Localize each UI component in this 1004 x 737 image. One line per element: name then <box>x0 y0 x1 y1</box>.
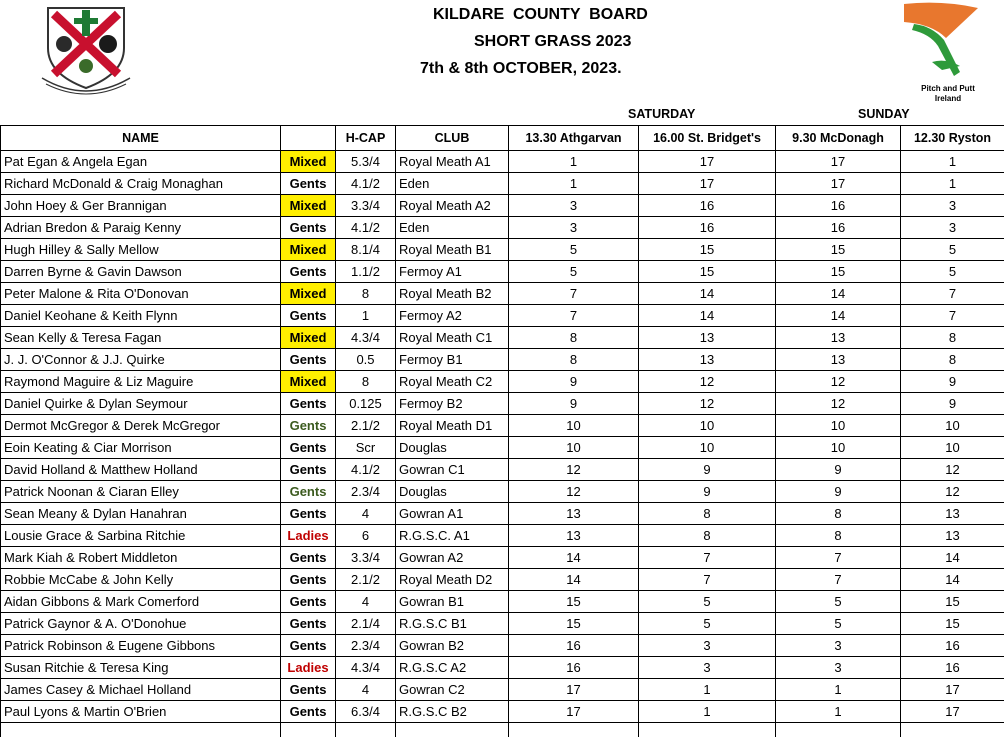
st-bridgets-start-cell: 17 <box>639 151 776 173</box>
sunday-label: SUNDAY <box>858 107 910 121</box>
player-pair: Patrick Robinson & Eugene Gibbons <box>1 635 281 657</box>
category-badge: Gents <box>281 393 336 415</box>
club-cell: Gowran C1 <box>396 459 509 481</box>
handicap-cell: 2.3/4 <box>336 635 396 657</box>
ryston-start-cell: 13 <box>901 503 1004 525</box>
st-bridgets-start-cell: 3 <box>639 657 776 679</box>
handicap-cell: 4.3/4 <box>336 657 396 679</box>
table-row <box>1 349 1004 371</box>
event-dates: 7th & 8th OCTOBER, 2023. <box>420 60 622 78</box>
table-row <box>1 195 1004 217</box>
player-pair: Paul Lyons & Martin O'Brien <box>1 701 281 723</box>
handicap-cell: 4 <box>336 591 396 613</box>
club-cell: Fermoy B2 <box>396 393 509 415</box>
st-bridgets-start-cell: 17 <box>639 173 776 195</box>
pitch-and-putt-logo-text: Pitch and Putt Ireland <box>898 84 998 104</box>
handicap-cell: 8 <box>336 283 396 305</box>
st-bridgets-start-cell: 1 <box>639 679 776 701</box>
category-badge: Gents <box>281 591 336 613</box>
category-badge: Gents <box>281 569 336 591</box>
athgarvan-start-cell: 7 <box>509 283 639 305</box>
player-pair: David Holland & Matthew Holland <box>1 459 281 481</box>
table-row <box>1 657 1004 679</box>
athgarvan-start-cell: 10 <box>509 415 639 437</box>
category-badge: Mixed <box>281 327 336 349</box>
handicap-cell: 8 <box>336 371 396 393</box>
st-bridgets-start-cell: 7 <box>639 547 776 569</box>
st-bridgets-start-cell: 10 <box>639 415 776 437</box>
table-row <box>1 503 1004 525</box>
club-cell: R.G.S.C B1 <box>396 613 509 635</box>
column-header-club: CLUB <box>396 126 509 151</box>
handicap-cell: 4 <box>336 503 396 525</box>
column-header-hcap: H-CAP <box>336 126 396 151</box>
column-header-category <box>281 126 336 151</box>
athgarvan-start-cell: 13 <box>509 503 639 525</box>
ryston-start-cell: 17 <box>901 679 1004 701</box>
table-row <box>1 437 1004 459</box>
table-row <box>1 613 1004 635</box>
category-badge: Mixed <box>281 371 336 393</box>
ryston-start-cell: 12 <box>901 481 1004 503</box>
table-row <box>1 283 1004 305</box>
st-bridgets-start-cell: 9 <box>639 481 776 503</box>
st-bridgets-start-cell: 5 <box>639 613 776 635</box>
club-cell: R.G.S.C. A1 <box>396 525 509 547</box>
athgarvan-start-cell: 12 <box>509 459 639 481</box>
handicap-cell: 3.3/4 <box>336 195 396 217</box>
draw-table <box>0 125 1004 737</box>
kildare-crest-icon <box>38 4 134 98</box>
ryston-start-cell: 14 <box>901 547 1004 569</box>
athgarvan-start-cell: 17 <box>509 701 639 723</box>
club-cell: Douglas <box>396 437 509 459</box>
club-cell: Royal Meath A1 <box>396 151 509 173</box>
mcdonagh-start-cell: 5 <box>776 613 901 635</box>
club-cell: Fermoy A2 <box>396 305 509 327</box>
category-badge: Gents <box>281 415 336 437</box>
category-badge: Gents <box>281 459 336 481</box>
category-badge: Mixed <box>281 151 336 173</box>
athgarvan-start-cell: 15 <box>509 613 639 635</box>
athgarvan-start-cell: 17 <box>509 679 639 701</box>
table-row <box>1 547 1004 569</box>
table-row <box>1 371 1004 393</box>
handicap-cell: 6 <box>336 525 396 547</box>
table-row <box>1 525 1004 547</box>
player-pair: John Hoey & Ger Brannigan <box>1 195 281 217</box>
ryston-start-cell: 3 <box>901 195 1004 217</box>
mcdonagh-start-cell: 16 <box>776 217 901 239</box>
table-row <box>1 459 1004 481</box>
st-bridgets-start-cell: 8 <box>639 503 776 525</box>
handicap-cell: 1.1/2 <box>336 261 396 283</box>
athgarvan-start-cell: 14 <box>509 547 639 569</box>
player-pair: Adrian Bredon & Paraig Kenny <box>1 217 281 239</box>
st-bridgets-start-cell: 15 <box>639 261 776 283</box>
st-bridgets-start-cell: 16 <box>639 217 776 239</box>
athgarvan-start-cell: 8 <box>509 327 639 349</box>
category-badge: Ladies <box>281 525 336 547</box>
table-row <box>1 173 1004 195</box>
club-cell: Royal Meath C2 <box>396 371 509 393</box>
ryston-start-cell: 9 <box>901 371 1004 393</box>
category-badge: Gents <box>281 635 336 657</box>
player-pair: Peter Malone & Rita O'Donovan <box>1 283 281 305</box>
club-cell: Gowran A1 <box>396 503 509 525</box>
player-pair: Daniel Keohane & Keith Flynn <box>1 305 281 327</box>
mcdonagh-start-cell: 17 <box>776 151 901 173</box>
athgarvan-start-cell: 15 <box>509 591 639 613</box>
event-name: SHORT GRASS 2023 <box>474 33 631 51</box>
category-badge: Gents <box>281 261 336 283</box>
player-pair: Dermot McGregor & Derek McGregor <box>1 415 281 437</box>
category-badge: Gents <box>281 173 336 195</box>
player-pair: Lousie Grace & Sarbina Ritchie <box>1 525 281 547</box>
athgarvan-start-cell: 7 <box>509 305 639 327</box>
mcdonagh-start-cell: 17 <box>776 173 901 195</box>
category-badge: Gents <box>281 701 336 723</box>
player-pair: Patrick Noonan & Ciaran Elley <box>1 481 281 503</box>
mcdonagh-start-cell: 16 <box>776 195 901 217</box>
column-header-st-bridgets: 16.00 St. Bridget's <box>639 126 776 151</box>
player-pair: Raymond Maguire & Liz Maguire <box>1 371 281 393</box>
handicap-cell: 4.1/2 <box>336 217 396 239</box>
column-header-athgarvan: 13.30 Athgarvan <box>509 126 639 151</box>
st-bridgets-start-cell: 14 <box>639 283 776 305</box>
category-badge: Gents <box>281 503 336 525</box>
player-pair: Susan Ritchie & Teresa King <box>1 657 281 679</box>
st-bridgets-start-cell: 10 <box>639 437 776 459</box>
st-bridgets-start-cell: 1 <box>639 701 776 723</box>
table-row <box>1 701 1004 723</box>
athgarvan-start-cell: 16 <box>509 635 639 657</box>
player-pair: Pat Egan & Angela Egan <box>1 151 281 173</box>
category-badge: Mixed <box>281 283 336 305</box>
player-pair: Daniel Quirke & Dylan Seymour <box>1 393 281 415</box>
ryston-start-cell: 1 <box>901 151 1004 173</box>
document-header <box>0 0 1004 122</box>
club-cell: Gowran B2 <box>396 635 509 657</box>
handicap-cell: 2.3/4 <box>336 481 396 503</box>
st-bridgets-start-cell: 8 <box>639 525 776 547</box>
player-pair: J. J. O'Connor & J.J. Quirke <box>1 349 281 371</box>
player-pair: Robbie McCabe & John Kelly <box>1 569 281 591</box>
category-badge: Gents <box>281 547 336 569</box>
mcdonagh-start-cell: 9 <box>776 481 901 503</box>
handicap-cell: 4 <box>336 679 396 701</box>
mcdonagh-start-cell: 7 <box>776 569 901 591</box>
handicap-cell: 6.3/4 <box>336 701 396 723</box>
st-bridgets-start-cell: 9 <box>639 459 776 481</box>
player-pair: Richard McDonald & Craig Monaghan <box>1 173 281 195</box>
club-cell: Fermoy A1 <box>396 261 509 283</box>
ryston-start-cell: 1 <box>901 173 1004 195</box>
saturday-label: SATURDAY <box>628 107 695 121</box>
club-cell: Douglas <box>396 481 509 503</box>
column-header-name: NAME <box>1 126 281 151</box>
handicap-cell: 2.1/4 <box>336 613 396 635</box>
ryston-start-cell: 3 <box>901 217 1004 239</box>
table-row <box>1 305 1004 327</box>
mcdonagh-start-cell: 3 <box>776 635 901 657</box>
mcdonagh-start-cell: 14 <box>776 305 901 327</box>
athgarvan-start-cell: 10 <box>509 437 639 459</box>
athgarvan-start-cell: 5 <box>509 261 639 283</box>
ryston-start-cell: 13 <box>901 525 1004 547</box>
handicap-cell: 4.1/2 <box>336 459 396 481</box>
handicap-cell: 5.3/4 <box>336 151 396 173</box>
ryston-start-cell: 17 <box>901 701 1004 723</box>
mcdonagh-start-cell: 9 <box>776 459 901 481</box>
ryston-start-cell: 7 <box>901 305 1004 327</box>
athgarvan-start-cell: 8 <box>509 349 639 371</box>
handicap-cell: 2.1/2 <box>336 415 396 437</box>
player-pair: Sean Kelly & Teresa Fagan <box>1 327 281 349</box>
table-row <box>1 591 1004 613</box>
handicap-cell: 4.3/4 <box>336 327 396 349</box>
club-cell: Royal Meath C1 <box>396 327 509 349</box>
club-cell: Royal Meath D1 <box>396 415 509 437</box>
club-cell: Royal Meath B1 <box>396 239 509 261</box>
mcdonagh-start-cell: 1 <box>776 701 901 723</box>
mcdonagh-start-cell: 15 <box>776 261 901 283</box>
st-bridgets-start-cell: 12 <box>639 371 776 393</box>
category-badge: Gents <box>281 305 336 327</box>
st-bridgets-start-cell: 14 <box>639 305 776 327</box>
ryston-start-cell: 10 <box>901 415 1004 437</box>
club-cell: Gowran B1 <box>396 591 509 613</box>
mcdonagh-start-cell: 7 <box>776 547 901 569</box>
ryston-start-cell: 8 <box>901 349 1004 371</box>
category-badge: Gents <box>281 481 336 503</box>
table-row <box>1 679 1004 701</box>
handicap-cell: 8.1/4 <box>336 239 396 261</box>
ryston-start-cell: 10 <box>901 437 1004 459</box>
st-bridgets-start-cell: 12 <box>639 393 776 415</box>
club-cell: Gowran C2 <box>396 679 509 701</box>
category-badge: Gents <box>281 613 336 635</box>
club-cell: Eden <box>396 173 509 195</box>
mcdonagh-start-cell: 14 <box>776 283 901 305</box>
ryston-start-cell: 8 <box>901 327 1004 349</box>
handicap-cell: 0.125 <box>336 393 396 415</box>
table-row <box>1 635 1004 657</box>
table-row <box>1 151 1004 173</box>
club-cell: Gowran A2 <box>396 547 509 569</box>
club-cell: Fermoy B1 <box>396 349 509 371</box>
st-bridgets-start-cell: 13 <box>639 349 776 371</box>
mcdonagh-start-cell: 8 <box>776 525 901 547</box>
athgarvan-start-cell: 9 <box>509 371 639 393</box>
player-pair: James Casey & Michael Holland <box>1 679 281 701</box>
category-badge: Gents <box>281 679 336 701</box>
table-row <box>1 239 1004 261</box>
mcdonagh-start-cell: 1 <box>776 679 901 701</box>
table-row <box>1 327 1004 349</box>
ryston-start-cell: 15 <box>901 591 1004 613</box>
ryston-start-cell: 9 <box>901 393 1004 415</box>
table-row <box>1 261 1004 283</box>
category-badge: Ladies <box>281 657 336 679</box>
athgarvan-start-cell: 13 <box>509 525 639 547</box>
category-badge: Gents <box>281 349 336 371</box>
handicap-cell: Scr <box>336 437 396 459</box>
table-row <box>1 569 1004 591</box>
mcdonagh-start-cell: 13 <box>776 349 901 371</box>
player-pair: Eoin Keating & Ciar Morrison <box>1 437 281 459</box>
athgarvan-start-cell: 5 <box>509 239 639 261</box>
ryston-start-cell: 12 <box>901 459 1004 481</box>
table-row <box>1 481 1004 503</box>
mcdonagh-start-cell: 12 <box>776 371 901 393</box>
document-title: KILDARE COUNTY BOARD <box>433 6 648 24</box>
mcdonagh-start-cell: 10 <box>776 437 901 459</box>
handicap-cell: 0.5 <box>336 349 396 371</box>
category-badge: Mixed <box>281 239 336 261</box>
st-bridgets-start-cell: 7 <box>639 569 776 591</box>
athgarvan-start-cell: 16 <box>509 657 639 679</box>
ryston-start-cell: 16 <box>901 635 1004 657</box>
mcdonagh-start-cell: 12 <box>776 393 901 415</box>
handicap-cell: 3.3/4 <box>336 547 396 569</box>
ryston-start-cell: 5 <box>901 261 1004 283</box>
athgarvan-start-cell: 9 <box>509 393 639 415</box>
mcdonagh-start-cell: 10 <box>776 415 901 437</box>
handicap-cell: 2.1/2 <box>336 569 396 591</box>
table-header-row <box>1 126 1004 151</box>
st-bridgets-start-cell: 3 <box>639 635 776 657</box>
player-pair: Aidan Gibbons & Mark Comerford <box>1 591 281 613</box>
table-row <box>1 393 1004 415</box>
club-cell: Royal Meath B2 <box>396 283 509 305</box>
player-pair: Hugh Hilley & Sally Mellow <box>1 239 281 261</box>
table-row <box>1 217 1004 239</box>
ryston-start-cell: 16 <box>901 657 1004 679</box>
ryston-start-cell: 14 <box>901 569 1004 591</box>
handicap-cell: 1 <box>336 305 396 327</box>
player-pair: Darren Byrne & Gavin Dawson <box>1 261 281 283</box>
mcdonagh-start-cell: 8 <box>776 503 901 525</box>
handicap-cell: 4.1/2 <box>336 173 396 195</box>
mcdonagh-start-cell: 3 <box>776 657 901 679</box>
club-cell: R.G.S.C A2 <box>396 657 509 679</box>
category-badge: Mixed <box>281 195 336 217</box>
st-bridgets-start-cell: 16 <box>639 195 776 217</box>
category-badge: Gents <box>281 217 336 239</box>
player-pair: Mark Kiah & Robert Middleton <box>1 547 281 569</box>
club-cell: R.G.S.C B2 <box>396 701 509 723</box>
athgarvan-start-cell: 3 <box>509 217 639 239</box>
category-badge: Gents <box>281 437 336 459</box>
club-cell: Royal Meath D2 <box>396 569 509 591</box>
athgarvan-start-cell: 12 <box>509 481 639 503</box>
mcdonagh-start-cell: 5 <box>776 591 901 613</box>
ryston-start-cell: 5 <box>901 239 1004 261</box>
st-bridgets-start-cell: 5 <box>639 591 776 613</box>
column-header-mcdonagh: 9.30 McDonagh <box>776 126 901 151</box>
ryston-start-cell: 7 <box>901 283 1004 305</box>
mcdonagh-start-cell: 15 <box>776 239 901 261</box>
ryston-start-cell: 15 <box>901 613 1004 635</box>
st-bridgets-start-cell: 15 <box>639 239 776 261</box>
athgarvan-start-cell: 3 <box>509 195 639 217</box>
club-cell: Eden <box>396 217 509 239</box>
column-header-ryston: 12.30 Ryston <box>901 126 1004 151</box>
player-pair: Sean Meany & Dylan Hanahran <box>1 503 281 525</box>
athgarvan-start-cell: 1 <box>509 173 639 195</box>
club-cell: Royal Meath A2 <box>396 195 509 217</box>
table-body <box>1 151 1004 737</box>
athgarvan-start-cell: 14 <box>509 569 639 591</box>
mcdonagh-start-cell: 13 <box>776 327 901 349</box>
player-pair: Patrick Gaynor & A. O'Donohue <box>1 613 281 635</box>
table-row <box>1 415 1004 437</box>
athgarvan-start-cell: 1 <box>509 151 639 173</box>
st-bridgets-start-cell: 13 <box>639 327 776 349</box>
